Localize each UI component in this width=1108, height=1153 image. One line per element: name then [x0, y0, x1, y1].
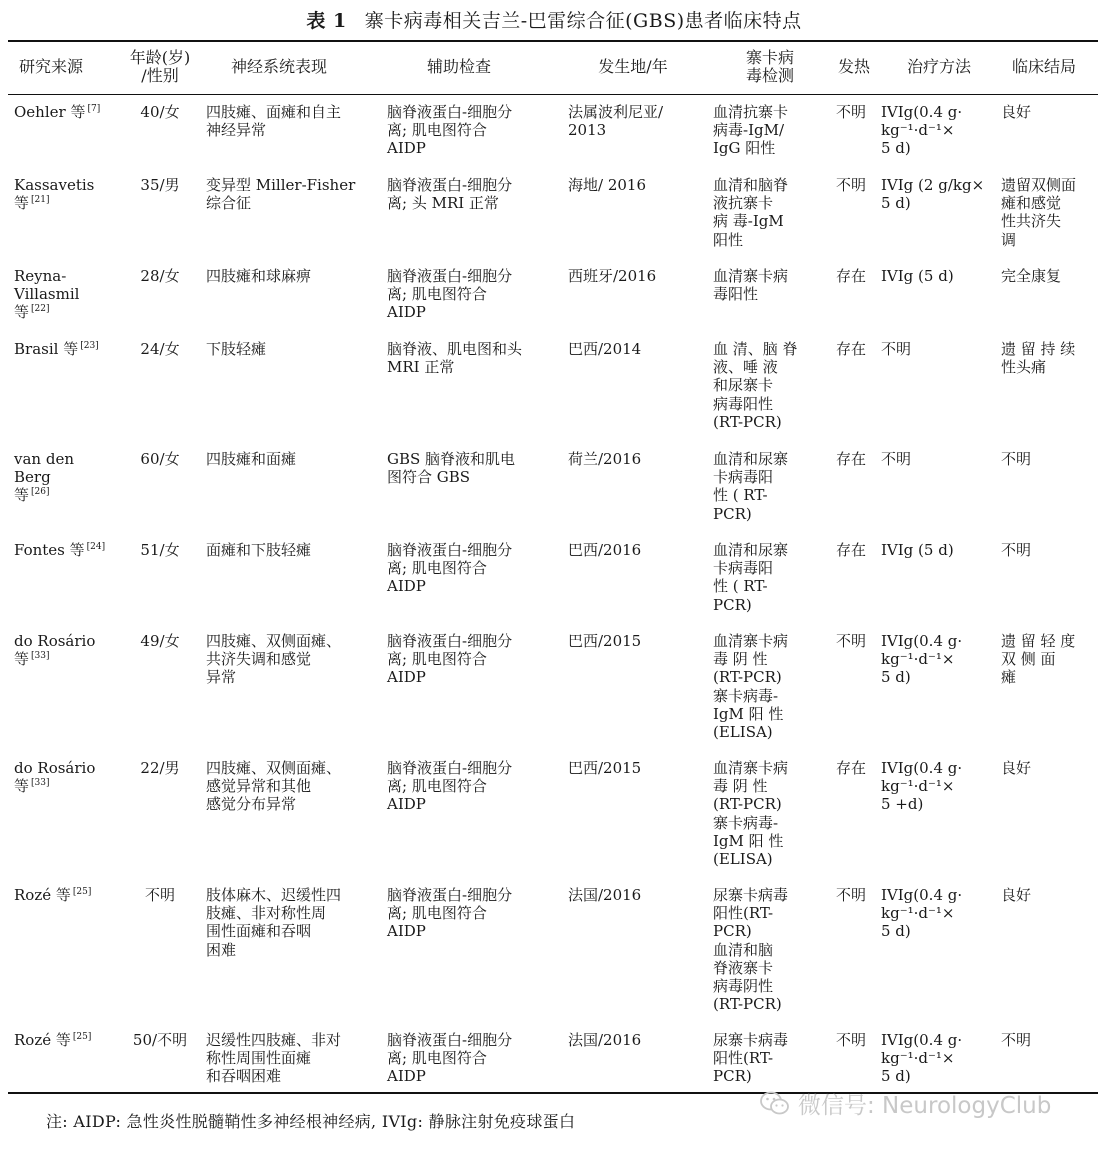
cell-neuro: 四肢瘫和球麻痹 [206, 267, 312, 285]
cell-treat: IVIg(0.4 g· kg⁻¹·d⁻¹× 5 d) [881, 103, 963, 158]
cell-place: 巴西/2016 [568, 541, 642, 559]
cell-source [14, 340, 110, 358]
source-text: Oehler 等 [14, 103, 86, 121]
cell-fever: 存在 [836, 340, 867, 358]
source-text: Rozé 等 [14, 886, 71, 904]
source-text: Brasil 等 [14, 340, 79, 358]
reference-mark: [24] [86, 542, 106, 552]
cell-zika: 血清和尿寨 卡病毒阳 性 ( RT- PCR) [713, 450, 789, 523]
cell-neuro: 变异型 Miller-Fisher 综合征 [206, 176, 356, 213]
cell-outcome: 遗留双侧面 瘫和感觉 性共济失 调 [1001, 176, 1077, 249]
table-label: 表 1 [306, 10, 347, 32]
source-text: Rozé 等 [14, 1031, 71, 1049]
cell-fever: 存在 [836, 450, 867, 468]
reference-mark: [7] [87, 104, 101, 114]
cell-fever: 不明 [836, 632, 867, 650]
cell-treat: IVIg (5 d) [881, 541, 954, 559]
cell-exam: 脑脊液蛋白-细胞分 离; 头 MRI 正常 [387, 176, 513, 213]
cell-treat: 不明 [881, 340, 912, 358]
cell-outcome: 遗 留 轻 度 双 侧 面 瘫 [1001, 632, 1076, 687]
cell-exam: 脑脊液蛋白-细胞分 离; 肌电图符合 AIDP [387, 632, 513, 687]
cell-source [14, 886, 110, 904]
cell-source [14, 1031, 110, 1049]
cell-zika: 尿寨卡病毒 阳性(RT- PCR) 血清和脑 脊液寨卡 病毒阴性 (RT-PCR) [713, 886, 789, 1014]
source-text: Fontes 等 [14, 541, 85, 559]
watermark-text: 微信号: NeurologyClub [798, 1093, 1052, 1119]
header-treatment: 治疗方法 [906, 57, 971, 76]
cell-treat: IVIg(0.4 g· kg⁻¹·d⁻¹× 5 d) [881, 886, 963, 941]
cell-neuro: 四肢瘫、双侧面瘫、 共济失调和感觉 异常 [206, 632, 342, 687]
cell-age-sex: 40/女 [140, 103, 180, 121]
cell-source [14, 176, 110, 212]
cell-zika: 血清寨卡病 毒 阴 性 (RT-PCR) 寨卡病毒- IgM 阳 性 (ELISA) [713, 632, 789, 742]
cell-exam: 脑脊液蛋白-细胞分 离; 肌电图符合 AIDP [387, 103, 513, 158]
cell-treat: IVIg (5 d) [881, 267, 954, 285]
cell-place: 海地/ 2016 [568, 176, 646, 194]
table-footnote: 注: AIDP: 急性炎性脱髓鞘性多神经根神经病, IVIg: 静脉注射免疫球蛋白 [46, 1112, 576, 1131]
cell-neuro: 四肢瘫、双侧面瘫、 感觉异常和其他 感觉分布异常 [206, 759, 342, 814]
cell-zika: 血清抗寨卡 病毒-IgM/ IgG 阳性 [713, 103, 789, 158]
cell-outcome: 良好 [1001, 886, 1032, 904]
cell-source [14, 759, 110, 795]
cell-place: 法国/2016 [568, 1031, 642, 1049]
source-text: Kassavetis 等 [14, 176, 95, 213]
source-text: do Rosário 等 [14, 759, 96, 796]
cell-zika: 血清和尿寨 卡病毒阳 性 ( RT- PCR) [713, 541, 789, 614]
cell-outcome: 良好 [1001, 759, 1032, 777]
cell-age-sex: 35/男 [140, 176, 180, 194]
cell-place: 巴西/2015 [568, 759, 642, 777]
cell-fever: 存在 [836, 759, 867, 777]
cell-fever: 不明 [836, 1031, 867, 1049]
header-age-sex: 年龄(岁) /性别 [129, 48, 191, 85]
cell-source [14, 450, 110, 505]
cell-age-sex: 60/女 [140, 450, 180, 468]
cell-source [14, 267, 110, 322]
cell-zika: 血清寨卡病 毒 阴 性 (RT-PCR) 寨卡病毒- IgM 阳 性 (ELISA) [713, 759, 789, 869]
cell-age-sex: 不明 [144, 886, 175, 904]
cell-fever: 存在 [836, 541, 867, 559]
cell-source [14, 103, 110, 121]
cell-place: 西班牙/2016 [568, 267, 657, 285]
cell-outcome: 完全康复 [1001, 267, 1062, 285]
cell-exam: 脑脊液蛋白-细胞分 离; 肌电图符合 AIDP [387, 541, 513, 596]
header-outcome: 临床结局 [1011, 57, 1076, 76]
cell-age-sex: 22/男 [140, 759, 180, 777]
cell-zika: 尿寨卡病毒 阳性(RT- PCR) [713, 1031, 789, 1086]
source-text: van den Berg 等 [14, 450, 74, 505]
cell-fever: 不明 [836, 176, 867, 194]
source-text: do Rosário 等 [14, 632, 96, 669]
cell-outcome: 不明 [1001, 450, 1032, 468]
reference-mark: [26] [31, 487, 50, 498]
cell-zika: 血清寨卡病 毒阳性 [713, 267, 789, 304]
header-exam: 辅助检查 [426, 57, 491, 76]
cell-age-sex: 51/女 [140, 541, 180, 559]
table-header [8, 40, 1098, 94]
cell-zika: 血清和脑脊 液抗寨卡 病 毒-IgM 阳性 [713, 176, 789, 249]
reference-mark: [22] [31, 304, 50, 315]
cell-zika: 血 清、脑 脊 液、唾 液 和尿寨卡 病毒阳性 (RT-PCR) [713, 340, 798, 431]
cell-fever: 不明 [836, 103, 867, 121]
watermark [760, 1087, 1051, 1120]
header-zika: 寨卡病 毒检测 [745, 48, 794, 85]
cell-outcome: 不明 [1001, 541, 1032, 559]
reference-mark: [21] [31, 195, 50, 206]
wechat-icon [760, 1091, 790, 1117]
cell-treat: IVIg(0.4 g· kg⁻¹·d⁻¹× 5 d) [881, 1031, 963, 1086]
cell-age-sex: 50/不明 [132, 1031, 188, 1049]
cell-treat: 不明 [881, 450, 912, 468]
cell-neuro: 面瘫和下肢轻瘫 [206, 541, 312, 559]
source-text: Reyna- Villasmil 等 [14, 267, 80, 322]
cell-source [14, 632, 110, 668]
header-source: 研究来源 [18, 57, 83, 76]
cell-neuro: 下肢轻瘫 [206, 340, 267, 358]
cell-place: 巴西/2014 [568, 340, 642, 358]
cell-treat: IVIg(0.4 g· kg⁻¹·d⁻¹× 5 +d) [881, 759, 963, 814]
header-place: 发生地/年 [598, 57, 668, 76]
table-caption: 寨卡病毒相关吉兰-巴雷综合征(GBS)患者临床特点 [364, 10, 802, 32]
cell-exam: 脑脊液蛋白-细胞分 离; 肌电图符合 AIDP [387, 759, 513, 814]
cell-exam: GBS 脑脊液和肌电 图符合 GBS [387, 450, 516, 487]
header-neuro: 神经系统表现 [230, 57, 327, 76]
cell-place: 荷兰/2016 [568, 450, 642, 468]
header-rule [8, 94, 1098, 95]
cell-place: 法属波利尼亚/ 2013 [568, 103, 664, 140]
cell-neuro: 四肢瘫和面瘫 [206, 450, 297, 468]
cell-neuro: 肢体麻木、迟缓性四 肢瘫、非对称性周 围性面瘫和吞咽 困难 [206, 886, 342, 959]
cell-exam: 脑脊液、肌电图和头 MRI 正常 [387, 340, 523, 377]
cell-source [14, 541, 110, 559]
cell-fever: 存在 [836, 267, 867, 285]
reference-mark: [25] [72, 887, 92, 897]
header-fever: 发热 [837, 57, 870, 76]
cell-exam: 脑脊液蛋白-细胞分 离; 肌电图符合 AIDP [387, 267, 513, 322]
cell-age-sex: 28/女 [140, 267, 180, 285]
cell-exam: 脑脊液蛋白-细胞分 离; 肌电图符合 AIDP [387, 1031, 513, 1086]
table-title [0, 6, 1108, 33]
cell-place: 巴西/2015 [568, 632, 642, 650]
reference-mark: [25] [72, 1032, 92, 1042]
reference-mark: [33] [31, 651, 50, 662]
cell-exam: 脑脊液蛋白-细胞分 离; 肌电图符合 AIDP [387, 886, 513, 941]
cell-age-sex: 49/女 [140, 632, 180, 650]
cell-fever: 不明 [836, 886, 867, 904]
cell-neuro: 四肢瘫、面瘫和自主 神经异常 [206, 103, 342, 140]
cell-neuro: 迟缓性四肢瘫、非对 称性周围性面瘫 和吞咽困难 [206, 1031, 342, 1086]
cell-outcome: 良好 [1001, 103, 1032, 121]
reference-mark: [23] [80, 341, 99, 351]
cell-treat: IVIg (2 g/kg× 5 d) [881, 176, 985, 213]
cell-outcome: 不明 [1001, 1031, 1032, 1049]
cell-place: 法国/2016 [568, 886, 642, 904]
cell-age-sex: 24/女 [140, 340, 180, 358]
cell-outcome: 遗 留 持 续 性头痛 [1001, 340, 1076, 377]
cell-treat: IVIg(0.4 g· kg⁻¹·d⁻¹× 5 d) [881, 632, 963, 687]
reference-mark: [33] [31, 778, 50, 789]
